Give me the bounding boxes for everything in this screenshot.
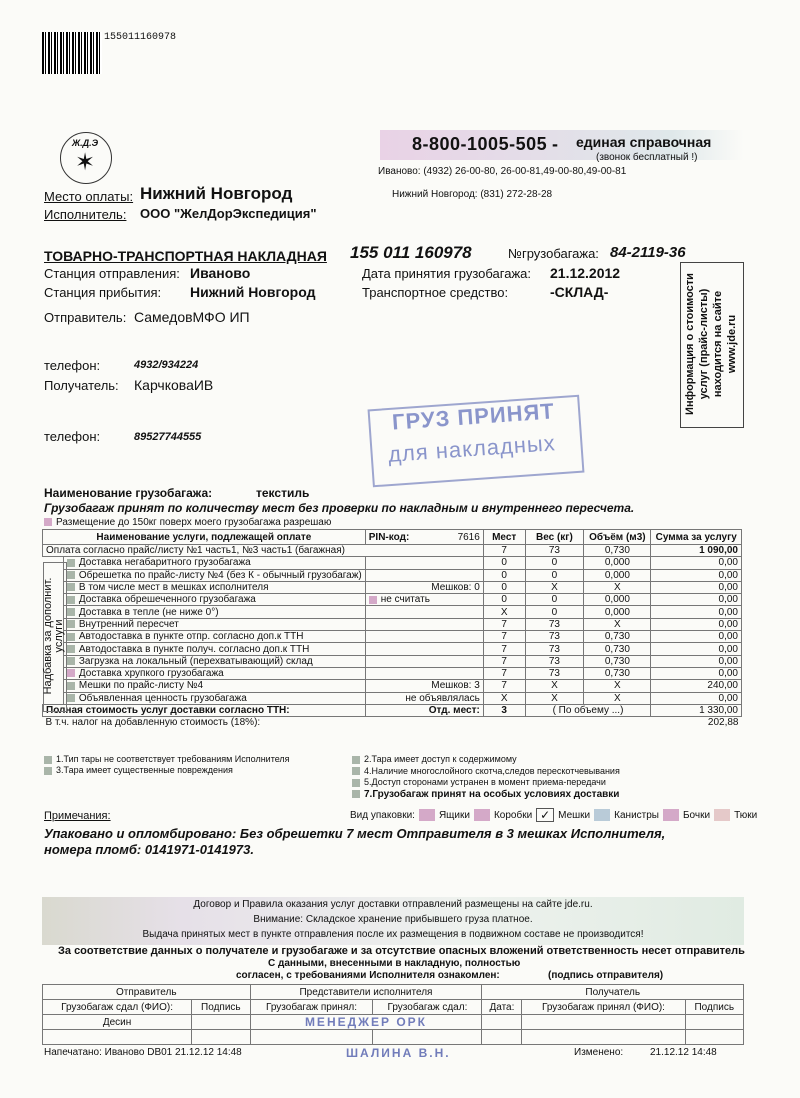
packing-box-bags[interactable]: ✓ — [536, 808, 554, 822]
sig-c6: Грузобагаж принял (ФИО): — [522, 1000, 685, 1015]
band-line-1: Договор и Правила оказания услуг доставки отправлений размещены на сайте jde.ru. — [193, 899, 593, 910]
packing-box-barrels[interactable] — [663, 809, 679, 821]
table-row: Объявленная ценность грузобагажа не объявлялась X X X 0,00 — [43, 692, 742, 704]
notes-left — [44, 754, 290, 776]
note-3: 3.Тара имеет существенные повреждения — [44, 765, 290, 776]
responsibility: За соответствие данных о получателе и грузобагаже и за отсутствие опасных вложений ответственность несет отправитель — [58, 945, 745, 957]
barcode — [42, 32, 102, 74]
sig-desin: Десин — [43, 1015, 192, 1030]
th-pin: PIN-код: 7616 — [365, 530, 483, 545]
placement-checkbox[interactable] — [44, 518, 52, 526]
total-row: Полная стоимость услуг доставки согласно ТТН: Отд. мест: 3 ( По объему ...) 1 330,00 — [43, 704, 742, 716]
logo-text: Ж.Д.Э — [71, 138, 99, 148]
note-1: 1.Тип тары не соответствует требованиям Исполнителя — [44, 754, 290, 765]
sig-c3: Грузобагаж принял: — [250, 1000, 373, 1015]
surcharge-label: Надбавка за дополнит. услуги — [42, 577, 65, 695]
band-line-3: Выдача принятых мест в пункте отправления после их размещения в подвижном составе не производится! — [142, 929, 644, 940]
sig-receiver: Получатель — [482, 985, 744, 1000]
sender-phone: 4932/934224 — [134, 359, 199, 371]
packing-crates: Ящики — [438, 809, 470, 821]
packing-box-canisters[interactable] — [594, 809, 610, 821]
phones-nn: Нижний Новгород: (831) 272-28-28 — [392, 189, 553, 200]
sig-executor: Представители исполнителя — [250, 985, 482, 1000]
table-row: Мешки по прайс-листу №4 Мешков: 3 7 X X 240,00 — [43, 680, 742, 692]
from-label: Станция отправления: — [44, 266, 180, 281]
note-2: 2.Тара имеет доступ к содержимому — [352, 754, 620, 766]
receiver-name: КарчковаИВ — [134, 377, 214, 393]
receiver-label: Получатель: — [44, 378, 119, 393]
name-stamp: ШАЛИНА В.Н. — [346, 1046, 451, 1060]
remark-line-2: номера пломб: 0141971-0141973. — [44, 842, 254, 857]
sig-sender: Отправитель — [43, 985, 251, 1000]
receiver-phone: 89527744555 — [134, 431, 202, 443]
band-line-2: Внимание: Складское хранение прибывшего груза платное. — [253, 914, 533, 925]
packing-types — [350, 808, 757, 822]
table-row: Загрузка на локальный (перехватывающий) склад 7 73 0,730 0,00 — [43, 655, 742, 667]
services-table — [42, 529, 742, 728]
payment-place: Нижний Новгород — [140, 184, 293, 203]
cargo-name-label: Наименование грузобагажа: — [44, 486, 213, 500]
packing-box-crates[interactable] — [419, 809, 435, 821]
price-info-text: Информация о стоимости услуг (прайс-листы) находится на сайте www.jde.ru — [684, 273, 738, 415]
th-service: Наименование услуги, подлежащей оплате — [43, 530, 366, 545]
barcode-number: 155011160978 — [104, 32, 177, 43]
vehicle-label: Транспортное средство: — [362, 285, 509, 300]
table-row: Доставка обрешеченного грузобагажа не считать 0 0 0,000 0,00 — [43, 594, 742, 606]
th-volume: Объём (м3) — [584, 530, 651, 545]
printed-info: Напечатано: Иваново DB01 21.12.12 14:48 — [44, 1047, 242, 1058]
remark-line-1: Упаковано и опломбировано: Без обрешетки 7 мест Отправителя в 3 мешках Исполнителя, — [44, 826, 666, 841]
main-tariff-row: Оплата согласно прайс/листу №1 часть1, №3 часть1 (багажная) 7 73 0,730 1 090,00 — [43, 545, 742, 557]
table-row: Автодоставка в пункте получ. согласно доп.к ТТН 7 73 0,730 0,00 — [43, 643, 742, 655]
packing-barrels: Бочки — [682, 809, 711, 821]
table-row: В том числе мест в мешках исполнителя Мешков: 0 0 X X 0,00 — [43, 581, 742, 593]
phones-ivanovo: Иваново: (4932) 26-00-80, 26-00-81,49-00-80,49-00-81 — [378, 166, 627, 177]
hotline-desc: единая справочная — [576, 134, 712, 150]
packing-box-cartons[interactable] — [474, 809, 490, 821]
stamp-line-2: для накладных — [387, 430, 557, 467]
table-row: Доставка негабаритного грузобагажа 0 0 0,000 0,00 — [43, 557, 742, 569]
remarks-label: Примечания: — [44, 810, 111, 822]
placement-text: Размещение до 150кг поверх моего грузобагажа разрешаю — [56, 517, 332, 528]
th-weight: Вес (кг) — [525, 530, 584, 545]
sig-c4: Грузобагаж сдал: — [373, 1000, 482, 1015]
executor-name: ООО "ЖелДорЭкспедиция" — [140, 206, 317, 221]
packing-box-bales[interactable] — [714, 809, 730, 821]
th-sum: Сумма за услугу — [651, 530, 742, 545]
sender-name: СамедовМФО ИП — [134, 309, 250, 325]
signatures-table — [42, 984, 744, 1045]
sender-sign-label: (подпись отправителя) — [548, 970, 664, 981]
changed-date: 21.12.12 14:48 — [650, 1047, 717, 1058]
receiver-phone-label: телефон: — [44, 429, 101, 444]
to-label: Станция прибытия: — [44, 285, 162, 300]
agreement-2: согласен, с требованиями Исполнителя ознакомлен: — [236, 970, 500, 981]
packing-cartons: Коробки — [493, 809, 533, 821]
changed-label: Изменено: — [574, 1047, 624, 1058]
stamp-line-1: ГРУЗ ПРИНЯТ — [391, 398, 556, 435]
note-4: 4.Наличие многослойного скотча,следов перескотчевывания — [352, 766, 620, 778]
packing-bags: Мешки — [558, 809, 591, 821]
sig-c7: Подпись — [685, 1000, 743, 1015]
table-row: Автодоставка в пункте отпр. согласно доп.к ТТН 7 73 0,730 0,00 — [43, 631, 742, 643]
executor-label: Исполнитель: — [44, 207, 127, 222]
note-7: 7.Грузобагаж принят на особых условиях доставки — [352, 789, 620, 801]
note-5: 5.Доступ сторонами устранен в момент приема-передачи — [352, 777, 620, 789]
table-row: Внутренний пересчет 7 73 X 0,00 — [43, 618, 742, 630]
accepted-note: Грузобагаж принят по количеству мест без проверки по накладным и внутреннего пересчета. — [44, 501, 635, 515]
table-row: Доставка в тепле (не ниже 0°) X 0 0,000 0,00 — [43, 606, 742, 618]
vehicle: -СКЛАД- — [550, 284, 609, 300]
packing-label: Вид упаковки: — [350, 809, 415, 821]
cargo-no-label: №грузобагажа: — [508, 246, 599, 261]
table-row: Обрешетка по прайс-листу №4 (без К - обычный грузобагаж) 0 0 0,000 0,00 — [43, 569, 742, 581]
notes-right — [352, 754, 620, 800]
sig-c2: Подпись — [192, 1000, 250, 1015]
doc-title: ТОВАРНО-ТРАНСПОРТНАЯ НАКЛАДНАЯ — [44, 248, 327, 264]
sender-label: Отправитель: — [44, 310, 127, 325]
th-places: Мест — [483, 530, 525, 545]
packing-bales: Тюки — [734, 809, 758, 821]
table-row: Доставка хрупкого грузобагажа 7 73 0,730 0,00 — [43, 667, 742, 679]
payment-place-label: Место оплаты: — [44, 189, 134, 204]
logo-star-icon: ✶ — [74, 149, 96, 176]
sender-phone-label: телефон: — [44, 358, 101, 373]
vat-row: В т.ч. налог на добавленную стоимость (18%): 202,88 — [45, 717, 739, 729]
date-label: Дата принятия грузобагажа: — [362, 266, 531, 281]
sig-c1: Грузобагаж сдал (ФИО): — [43, 1000, 192, 1015]
table-header — [43, 530, 742, 545]
accept-date: 21.12.2012 — [550, 265, 621, 281]
placement-note — [44, 517, 331, 528]
sig-c5: Дата: — [482, 1000, 522, 1015]
cargo-name: текстиль — [256, 486, 310, 500]
to-station: Нижний Новгород — [190, 284, 316, 300]
from-station: Иваново — [190, 265, 251, 281]
cargo-no: 84-2119-36 — [610, 244, 686, 261]
hotline-free: (звонок бесплатный !) — [596, 152, 698, 163]
agreement-1: С данными, внесенными в накладную, полностью — [268, 958, 521, 969]
manager-stamp: МЕНЕДЖЕР ОРК — [250, 1015, 482, 1030]
hotline-number: 8-800-1005-505 — [412, 134, 548, 154]
doc-number: 155 011 160978 — [350, 243, 472, 262]
hotline-dash: - — [552, 134, 558, 154]
packing-canisters: Канистры — [614, 809, 659, 821]
